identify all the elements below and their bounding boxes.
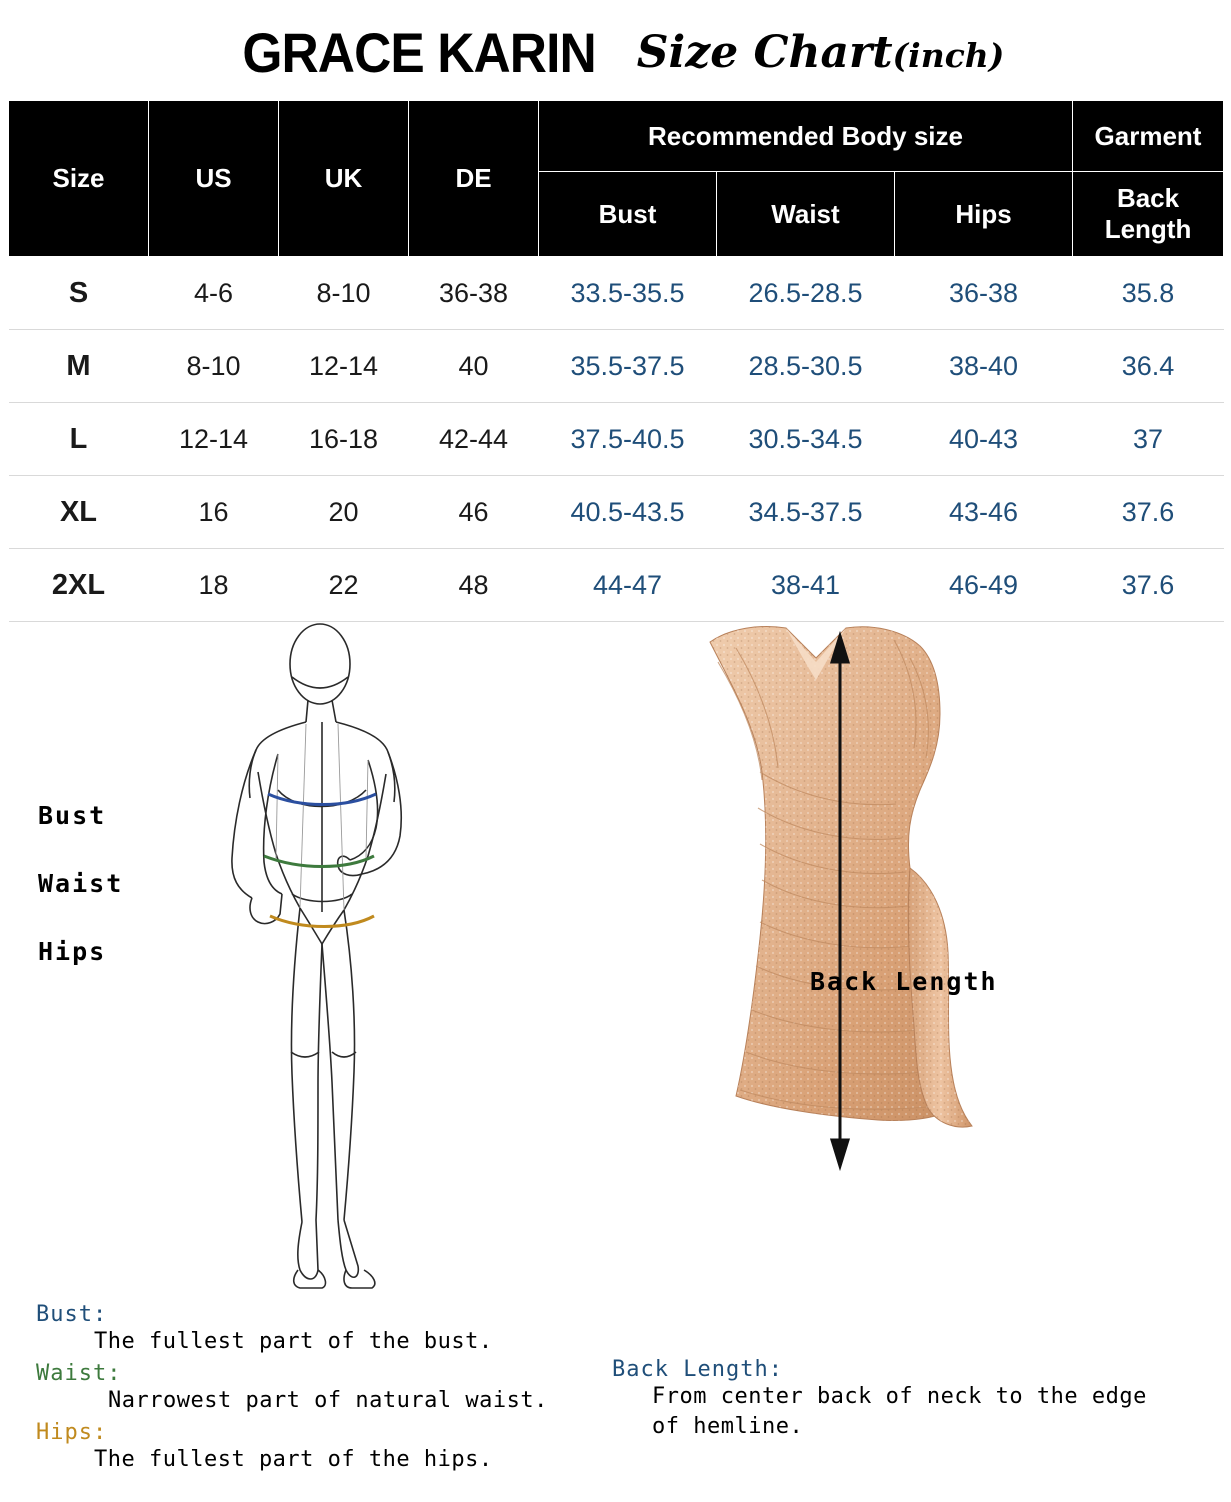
cell-de: 36-38: [409, 257, 539, 330]
col-header-bust: Bust: [539, 172, 717, 257]
mannequin-illustration-icon: [160, 622, 560, 1302]
mannequin-figure: [30, 622, 590, 1302]
cell-de: 40: [409, 330, 539, 403]
cell-hips: 46-49: [895, 549, 1073, 622]
mannequin-measurement-labels: [38, 782, 123, 986]
cell-waist: 28.5-30.5: [717, 330, 895, 403]
cell-back-length: 35.8: [1073, 257, 1224, 330]
hips-measure-line: [270, 916, 374, 927]
note-waist: [36, 1361, 596, 1416]
label-hips: Hips: [38, 937, 107, 966]
note-hips-term: Hips:: [36, 1420, 108, 1445]
col-header-de: DE: [409, 101, 539, 257]
cell-bust: 37.5-40.5: [539, 403, 717, 476]
col-header-size: Size: [9, 101, 149, 257]
cell-back-length: 37: [1073, 403, 1224, 476]
cell-bust: 33.5-35.5: [539, 257, 717, 330]
cell-de: 42-44: [409, 403, 539, 476]
cell-uk: 12-14: [279, 330, 409, 403]
dress-figure: [610, 622, 1210, 1302]
cell-bust: 44-47: [539, 549, 717, 622]
col-header-back-length: Back Length: [1073, 172, 1224, 257]
table-row: [9, 257, 1224, 330]
cell-us: 8-10: [149, 330, 279, 403]
cell-waist: 26.5-28.5: [717, 257, 895, 330]
col-group-header-garment: Garment: [1073, 101, 1224, 172]
cell-waist: 34.5-37.5: [717, 476, 895, 549]
sequin-dress-illustration-icon: [610, 622, 1210, 1302]
cell-us: 16: [149, 476, 279, 549]
page-header: [0, 0, 1231, 100]
cell-uk: 20: [279, 476, 409, 549]
note-waist-term: Waist:: [36, 1361, 122, 1386]
notes-section: [0, 1302, 1231, 1502]
garment-measure-notes: [612, 1357, 1212, 1446]
col-header-uk: UK: [279, 101, 409, 257]
note-bust-desc: The fullest part of the bust.: [94, 1329, 493, 1354]
note-back-length: [612, 1357, 1212, 1442]
note-bust-term: Bust:: [36, 1302, 108, 1327]
cell-uk: 8-10: [279, 257, 409, 330]
cell-hips: 38-40: [895, 330, 1073, 403]
cell-uk: 22: [279, 549, 409, 622]
page-title: [636, 27, 1005, 78]
cell-back-length: 36.4: [1073, 330, 1224, 403]
note-bust: [36, 1302, 596, 1357]
cell-size: S: [9, 257, 149, 330]
cell-size: M: [9, 330, 149, 403]
note-back-length-desc-2: of hemline.: [652, 1414, 804, 1439]
brand-logo: GRACE KARIN: [241, 21, 596, 84]
note-waist-desc: Narrowest part of natural waist.: [108, 1388, 548, 1413]
col-header-us: US: [149, 101, 279, 257]
note-hips: [36, 1420, 596, 1475]
dress-back-length-label: Back Length: [810, 967, 998, 996]
col-header-waist: Waist: [717, 172, 895, 257]
col-group-header-recommended-body-size: Recommended Body size: [539, 101, 1073, 172]
cell-bust: 40.5-43.5: [539, 476, 717, 549]
col-header-hips: Hips: [895, 172, 1073, 257]
cell-waist: 38-41: [717, 549, 895, 622]
table-row: [9, 476, 1224, 549]
note-back-length-term: Back Length:: [612, 1357, 783, 1382]
table-row: [9, 549, 1224, 622]
cell-size: L: [9, 403, 149, 476]
note-back-length-desc: From center back of neck to the edge: [652, 1384, 1147, 1409]
cell-bust: 35.5-37.5: [539, 330, 717, 403]
size-chart-table: [8, 100, 1224, 622]
cell-us: 4-6: [149, 257, 279, 330]
cell-back-length: 37.6: [1073, 476, 1224, 549]
page-title-unit: (inch): [892, 36, 1005, 75]
cell-de: 48: [409, 549, 539, 622]
label-waist: Waist: [38, 869, 124, 898]
cell-size: XL: [9, 476, 149, 549]
cell-hips: 36-38: [895, 257, 1073, 330]
cell-de: 46: [409, 476, 539, 549]
cell-hips: 43-46: [895, 476, 1073, 549]
note-hips-desc: The fullest part of the hips.: [94, 1447, 493, 1472]
cell-us: 18: [149, 549, 279, 622]
cell-uk: 16-18: [279, 403, 409, 476]
cell-size: 2XL: [9, 549, 149, 622]
label-bust: Bust: [38, 801, 107, 830]
cell-us: 12-14: [149, 403, 279, 476]
cell-hips: 40-43: [895, 403, 1073, 476]
figures-section: [0, 622, 1231, 1302]
page-title-text: Size Chart: [636, 27, 893, 78]
table-row: [9, 330, 1224, 403]
table-row: [9, 403, 1224, 476]
cell-waist: 30.5-34.5: [717, 403, 895, 476]
body-measure-notes: [36, 1302, 596, 1479]
cell-back-length: 37.6: [1073, 549, 1224, 622]
